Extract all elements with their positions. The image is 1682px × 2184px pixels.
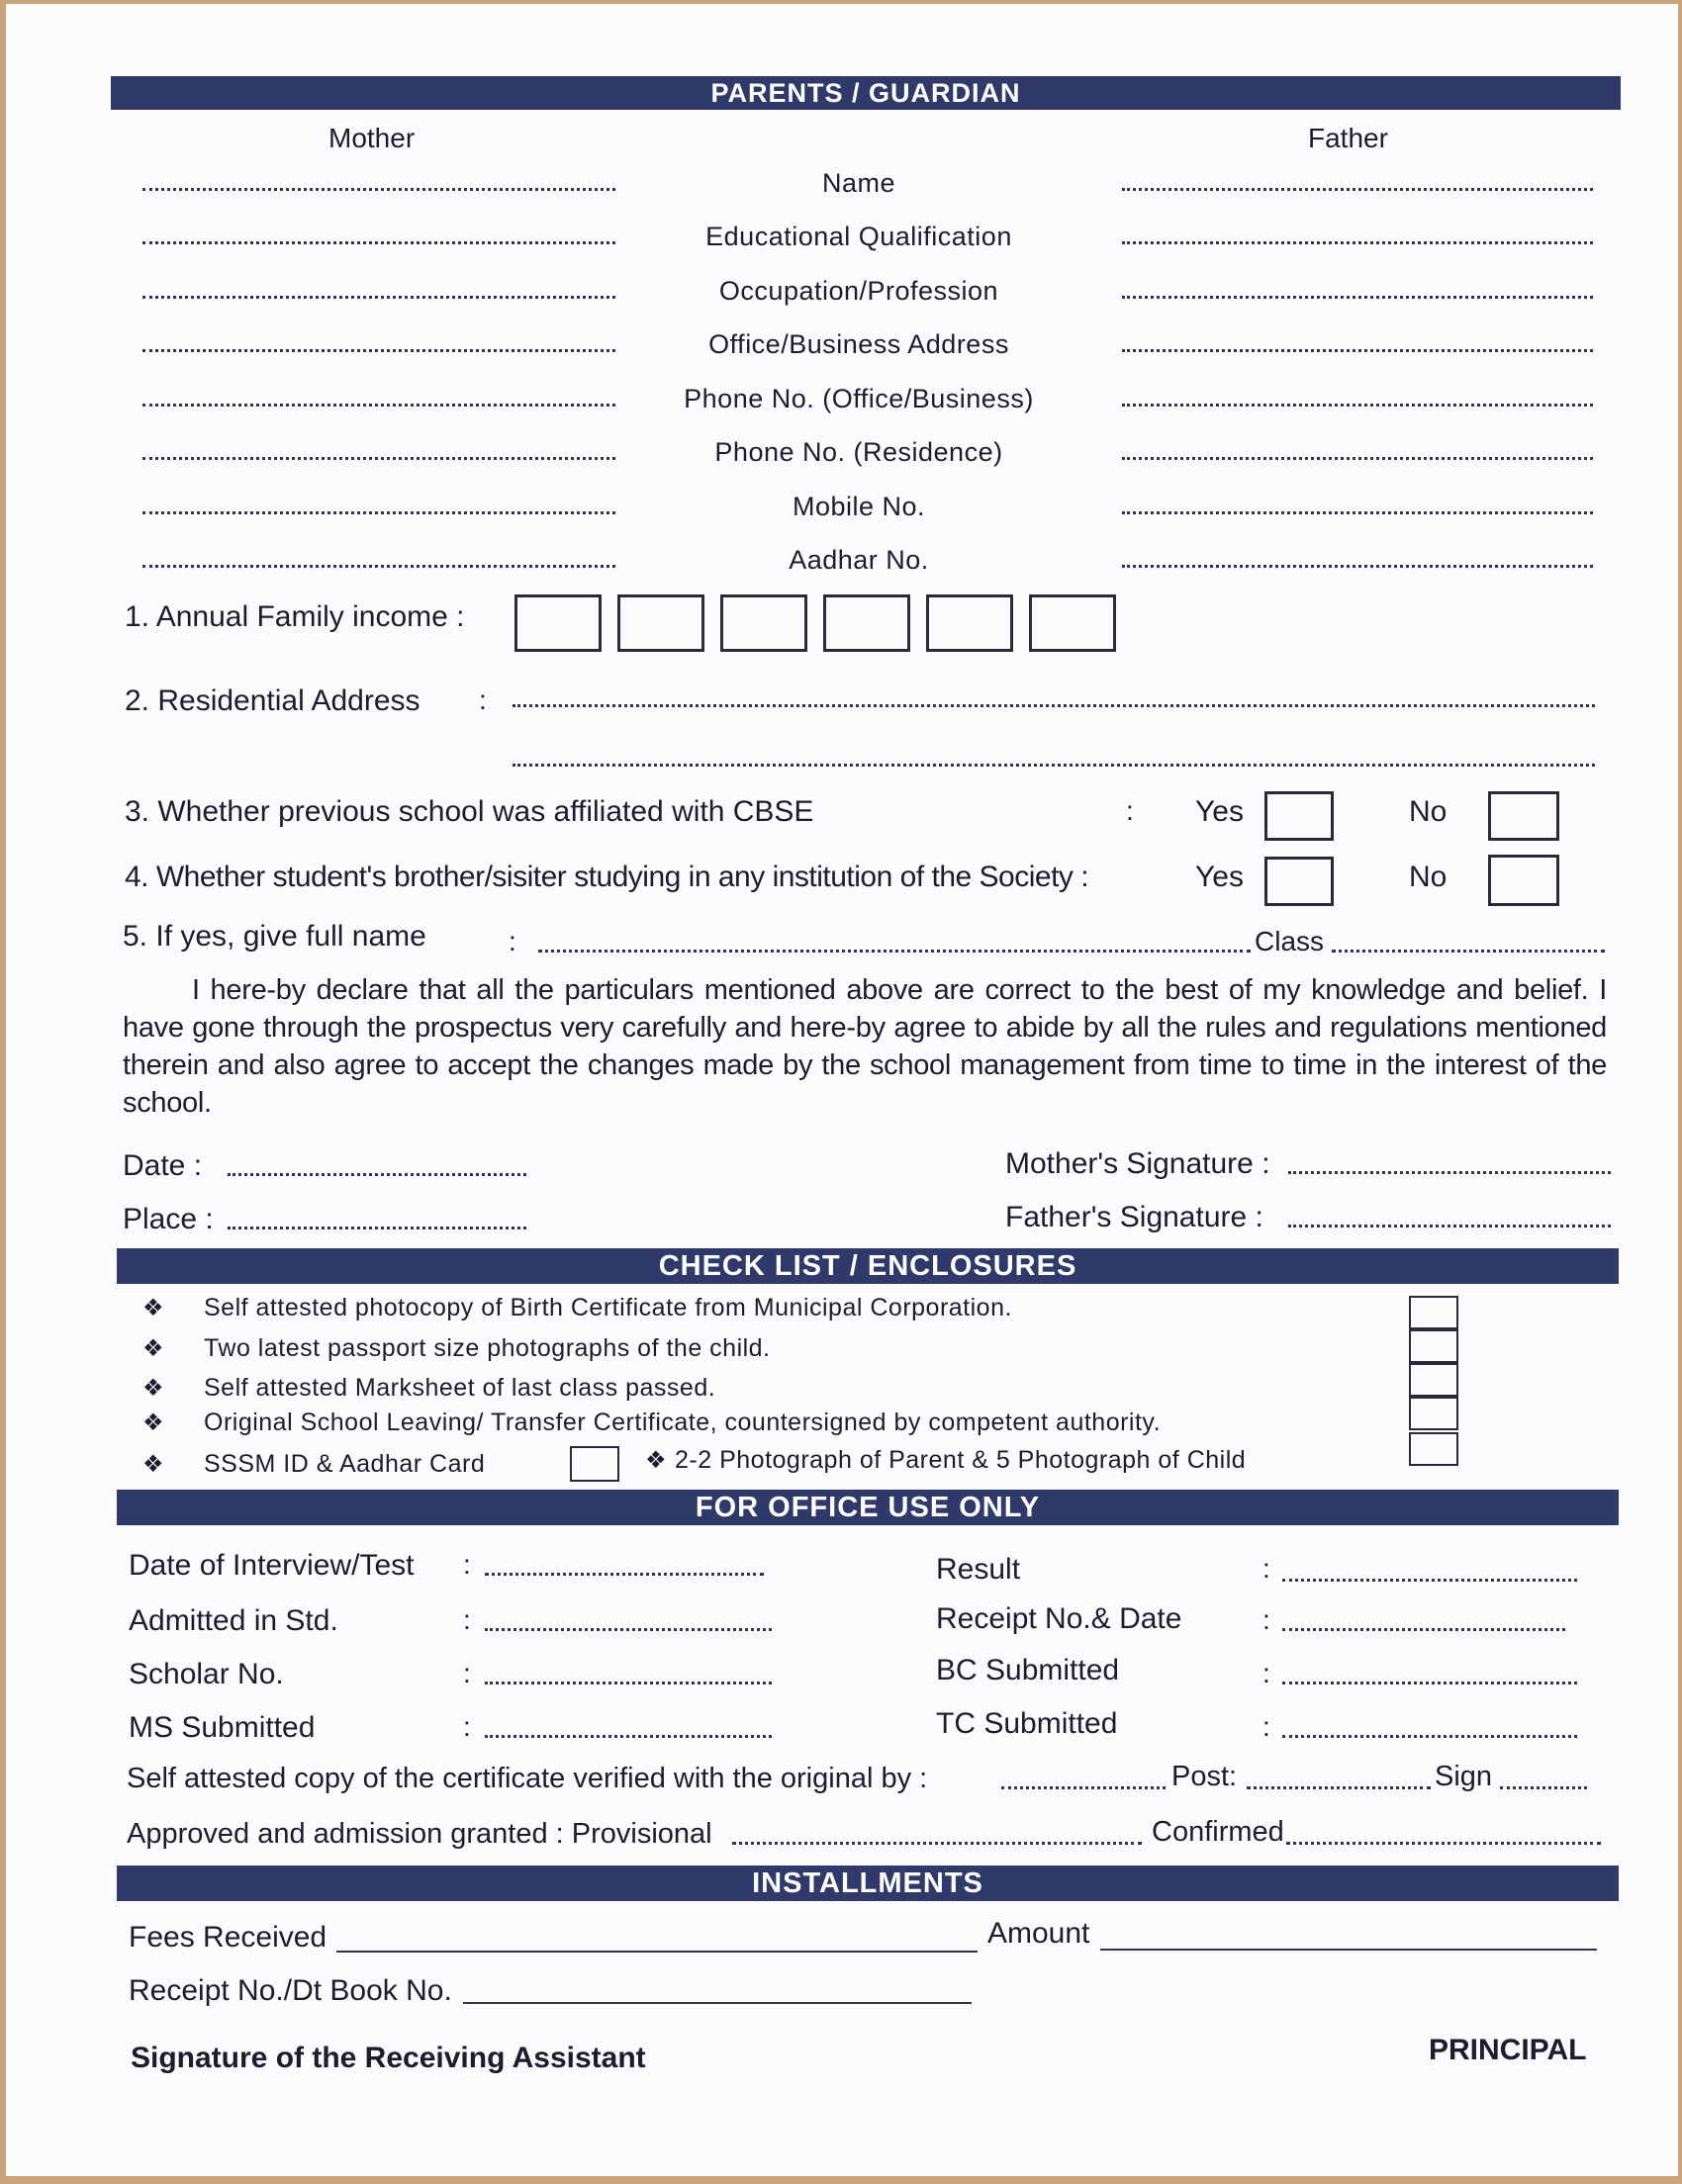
receiving-assistant-signature-label: Signature of the Receiving Assistant bbox=[131, 2042, 646, 2074]
father-education-field[interactable] bbox=[1122, 241, 1593, 244]
checklist-checkbox-1[interactable] bbox=[1409, 1296, 1458, 1329]
checklist-item-transfer-certificate bbox=[142, 1409, 1161, 1437]
cbse-yes-label: Yes bbox=[1195, 795, 1244, 828]
father-signature-field[interactable] bbox=[1288, 1225, 1611, 1228]
checklist-item-label: Two latest passport size photographs of the child. bbox=[204, 1334, 771, 1362]
checklist-checkbox-3[interactable] bbox=[1409, 1363, 1458, 1397]
father-phone-office-field[interactable] bbox=[1122, 404, 1593, 407]
parents-guardian-header bbox=[111, 76, 1621, 110]
diamond-bullet-icon: ❖ bbox=[142, 1451, 165, 1478]
field-label-name: Name bbox=[821, 168, 896, 198]
sibling-no-checkbox[interactable] bbox=[1488, 855, 1559, 906]
sibling-yes-label: Yes bbox=[1195, 861, 1244, 893]
residential-address-line-2[interactable] bbox=[513, 764, 1595, 767]
mother-signature-label: Mother's Signature : bbox=[1005, 1147, 1270, 1180]
diamond-bullet-icon: ❖ bbox=[142, 1375, 165, 1402]
checklist-item-label: SSSM ID & Aadhar Card bbox=[204, 1450, 486, 1478]
place-field[interactable] bbox=[228, 1227, 526, 1229]
sibling-class-label: Class bbox=[1255, 926, 1325, 956]
result-label: Result bbox=[936, 1553, 1021, 1586]
post-field[interactable] bbox=[1247, 1786, 1431, 1789]
residential-address-colon: : bbox=[479, 684, 487, 715]
confirmed-label: Confirmed bbox=[1152, 1816, 1284, 1848]
principal-label: PRINCIPAL bbox=[1429, 2034, 1587, 2066]
sibling-class-field[interactable] bbox=[1332, 950, 1605, 953]
declaration-paragraph: I here-by declare that all the particulars mentioned above are correct to the best of my knowledge and belief. I have gone through the prospectus very carefully and here-by agree to abide by all the rules and regulations mentioned therein and also agree to accept the changes made by the school management from time to time in the interest of the school. bbox=[123, 974, 1607, 1119]
post-label: Post: bbox=[1171, 1761, 1238, 1792]
scholar-no-field[interactable] bbox=[485, 1682, 772, 1684]
cbse-no-checkbox[interactable] bbox=[1488, 791, 1559, 841]
mother-phone-residence-field[interactable] bbox=[142, 457, 615, 460]
field-label-mobile: Mobile No. bbox=[792, 492, 926, 521]
scholar-no-label: Scholar No. bbox=[129, 1658, 284, 1690]
sibling-name-field[interactable] bbox=[538, 950, 1251, 953]
checklist-item-birth-certificate bbox=[142, 1294, 1012, 1322]
mother-occupation-field[interactable] bbox=[142, 296, 615, 299]
diamond-bullet-icon: ❖ bbox=[142, 1410, 165, 1436]
interview-date-field[interactable] bbox=[485, 1573, 764, 1576]
checklist-header bbox=[117, 1248, 1619, 1284]
cbse-yes-checkbox[interactable] bbox=[1264, 791, 1334, 841]
field-label-education: Educational Qualification bbox=[705, 222, 1012, 251]
checklist-checkbox-5[interactable] bbox=[1409, 1432, 1458, 1466]
result-field[interactable] bbox=[1282, 1579, 1577, 1582]
checklist-item-label: Self attested photocopy of Birth Certificate from Municipal Corporation. bbox=[204, 1294, 1012, 1321]
place-label: Place : bbox=[123, 1203, 214, 1235]
income-digit-box-2[interactable] bbox=[617, 594, 704, 652]
parents-guardian-header-text: PARENTS / GUARDIAN bbox=[710, 78, 1021, 108]
father-name-field[interactable] bbox=[1122, 188, 1593, 191]
checklist-item-marksheet bbox=[142, 1374, 715, 1403]
admitted-std-colon: : bbox=[463, 1604, 471, 1635]
installments-header-text: INSTALLMENTS bbox=[752, 1867, 983, 1899]
cbse-affiliation-question: 3. Whether previous school was affiliated with CBSE bbox=[125, 795, 814, 828]
mother-education-field[interactable] bbox=[142, 241, 615, 244]
income-digit-box-5[interactable] bbox=[926, 594, 1013, 652]
amount-field[interactable] bbox=[1100, 1949, 1597, 1951]
fees-received-label: Fees Received bbox=[129, 1921, 327, 1954]
interview-date-label: Date of Interview/Test bbox=[129, 1549, 415, 1582]
amount-label: Amount bbox=[987, 1917, 1090, 1950]
income-digit-box-6[interactable] bbox=[1029, 594, 1116, 652]
receipt-book-label: Receipt No./Dt Book No. bbox=[129, 1974, 452, 2007]
bc-submitted-colon: : bbox=[1262, 1658, 1270, 1688]
father-phone-residence-field[interactable] bbox=[1122, 457, 1593, 460]
mother-mobile-field[interactable] bbox=[142, 511, 615, 514]
verified-by-field[interactable] bbox=[1001, 1786, 1166, 1789]
application-form-page bbox=[6, 4, 1678, 2176]
field-label-phone-residence: Phone No. (Residence) bbox=[714, 437, 1003, 467]
checklist-item-parent-photographs bbox=[645, 1446, 1246, 1475]
annual-income-label: 1. Annual Family income : bbox=[125, 600, 465, 633]
mother-aadhar-field[interactable] bbox=[142, 565, 615, 568]
sibling-question: 4. Whether student's brother/sisiter studying in any institution of the Society : bbox=[125, 861, 1089, 893]
ms-submitted-label: MS Submitted bbox=[129, 1711, 316, 1744]
office-use-header bbox=[117, 1490, 1619, 1525]
scholar-no-colon: : bbox=[463, 1658, 471, 1688]
cbse-no-label: No bbox=[1409, 795, 1448, 828]
mother-name-field[interactable] bbox=[142, 188, 615, 191]
sibling-yes-checkbox[interactable] bbox=[1264, 857, 1334, 906]
checklist-checkbox-4[interactable] bbox=[1409, 1397, 1458, 1430]
interview-date-colon: : bbox=[463, 1549, 471, 1580]
mother-phone-office-field[interactable] bbox=[142, 404, 615, 407]
field-label-office-address: Office/Business Address bbox=[708, 329, 1009, 359]
receipt-date-label: Receipt No.& Date bbox=[936, 1602, 1182, 1635]
confirmed-field[interactable] bbox=[1286, 1842, 1601, 1845]
father-signature-label: Father's Signature : bbox=[1005, 1201, 1263, 1233]
residential-address-line-1[interactable] bbox=[513, 704, 1595, 707]
result-colon: : bbox=[1262, 1553, 1270, 1584]
income-digit-box-4[interactable] bbox=[823, 594, 910, 652]
checklist-item-photographs bbox=[142, 1334, 771, 1363]
approved-provisional-label: Approved and admission granted : Provisional bbox=[127, 1818, 712, 1850]
receipt-book-field[interactable] bbox=[463, 2002, 972, 2004]
sssm-id-checkbox[interactable] bbox=[570, 1446, 619, 1482]
checklist-header-text: CHECK LIST / ENCLOSURES bbox=[658, 1250, 1077, 1282]
sibling-no-label: No bbox=[1409, 861, 1448, 893]
ms-submitted-field[interactable] bbox=[485, 1735, 772, 1738]
receipt-date-field[interactable] bbox=[1282, 1628, 1565, 1631]
bc-submitted-label: BC Submitted bbox=[936, 1654, 1120, 1686]
receipt-date-colon: : bbox=[1262, 1604, 1270, 1635]
date-field[interactable] bbox=[228, 1173, 526, 1176]
father-column-label: Father bbox=[1308, 123, 1388, 153]
field-label-aadhar: Aadhar No. bbox=[789, 545, 929, 575]
ms-submitted-colon: : bbox=[463, 1711, 471, 1742]
father-occupation-field[interactable] bbox=[1122, 296, 1593, 299]
admitted-std-label: Admitted in Std. bbox=[129, 1604, 338, 1637]
field-label-phone-office: Phone No. (Office/Business) bbox=[684, 384, 1034, 413]
sibling-name-colon: : bbox=[509, 926, 516, 956]
field-label-occupation: Occupation/Profession bbox=[718, 276, 999, 306]
cbse-affiliation-colon: : bbox=[1126, 795, 1134, 826]
father-aadhar-field[interactable] bbox=[1122, 565, 1593, 568]
diamond-bullet-icon: ❖ bbox=[645, 1447, 668, 1474]
checklist-item-sssm-id bbox=[142, 1450, 485, 1479]
checklist-item-label: Self attested Marksheet of last class passed. bbox=[204, 1374, 716, 1402]
bc-submitted-field[interactable] bbox=[1282, 1682, 1577, 1684]
diamond-bullet-icon: ❖ bbox=[142, 1295, 165, 1321]
tc-submitted-field[interactable] bbox=[1282, 1735, 1577, 1738]
mother-office-address-field[interactable] bbox=[142, 349, 615, 352]
income-digit-box-3[interactable] bbox=[720, 594, 807, 652]
office-use-header-text: FOR OFFICE USE ONLY bbox=[695, 1492, 1041, 1523]
checklist-checkbox-2[interactable] bbox=[1409, 1329, 1458, 1363]
installments-header bbox=[117, 1866, 1619, 1901]
date-label: Date : bbox=[123, 1149, 203, 1182]
verified-by-label: Self attested copy of the certificate verified with the original by : bbox=[127, 1763, 928, 1794]
tc-submitted-label: TC Submitted bbox=[936, 1707, 1118, 1740]
checklist-item-label: 2-2 Photograph of Parent & 5 Photograph of Child bbox=[675, 1446, 1247, 1474]
mother-signature-field[interactable] bbox=[1288, 1171, 1611, 1174]
checklist-item-label: Original School Leaving/ Transfer Certificate, countersigned by competent authority. bbox=[204, 1409, 1162, 1436]
tc-submitted-colon: : bbox=[1262, 1711, 1270, 1742]
sign-field[interactable] bbox=[1500, 1786, 1587, 1789]
sibling-name-label: 5. If yes, give full name bbox=[123, 920, 426, 953]
mother-column-label: Mother bbox=[328, 123, 416, 153]
residential-address-label: 2. Residential Address bbox=[125, 684, 420, 717]
father-mobile-field[interactable] bbox=[1122, 511, 1593, 514]
sign-label: Sign bbox=[1435, 1761, 1493, 1792]
provisional-field[interactable] bbox=[732, 1842, 1142, 1845]
fees-received-field[interactable] bbox=[336, 1951, 978, 1953]
father-office-address-field[interactable] bbox=[1122, 349, 1593, 352]
income-digit-box-1[interactable] bbox=[514, 594, 602, 652]
admitted-std-field[interactable] bbox=[485, 1628, 772, 1631]
diamond-bullet-icon: ❖ bbox=[142, 1335, 165, 1362]
